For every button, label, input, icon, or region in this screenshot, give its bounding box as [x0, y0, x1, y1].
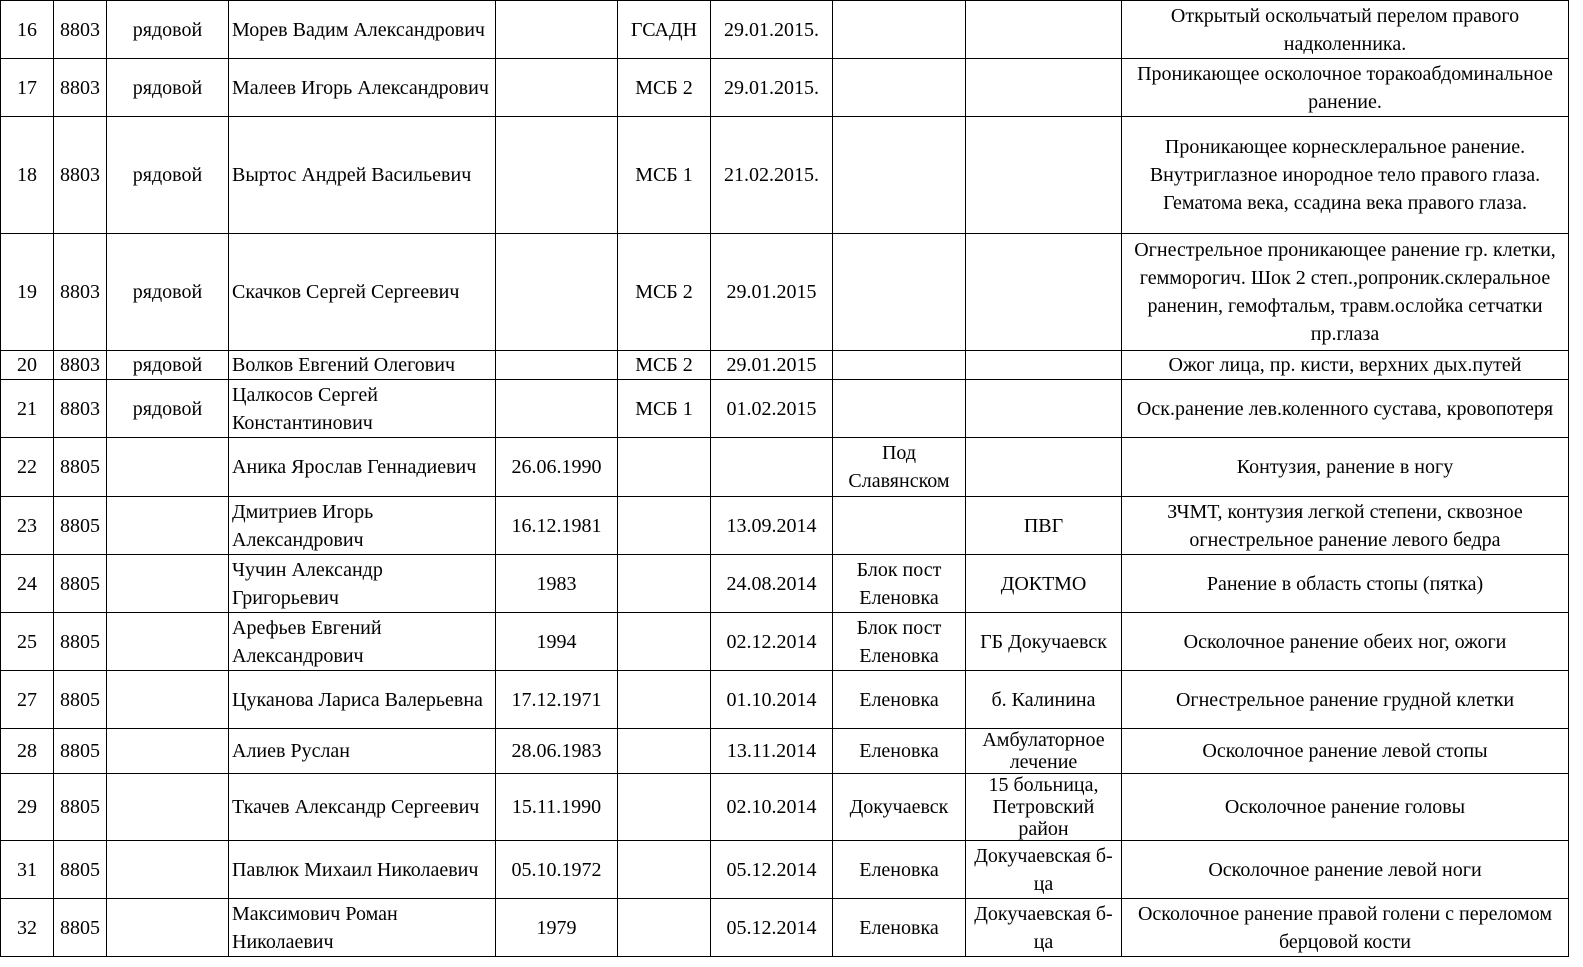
table-row: [1, 613, 1569, 671]
hospital-cell: [618, 729, 711, 774]
treatment-cell: 15 больница, Петровский район: [966, 774, 1122, 841]
hospital-cell: МСБ 1: [618, 380, 711, 438]
birth-date-cell: 1979: [496, 899, 618, 957]
place-cell: [833, 234, 966, 351]
hospital-cell: МСБ 2: [618, 59, 711, 117]
name-cell: Морев Вадим Александрович: [229, 1, 496, 59]
name-cell: Максимович Роман Николаевич: [229, 899, 496, 957]
place-cell: [833, 59, 966, 117]
hospital-cell: [618, 671, 711, 729]
name-cell: Арефьев Евгений Александрович: [229, 613, 496, 671]
hospital-cell: [618, 438, 711, 497]
unit-cell: 8805: [54, 438, 107, 497]
diagnosis-cell: Проникающее корнесклеральное ранение. Внутриглазное инородное тело правого глаза. Гематома века, ссадина века правого глаза.: [1122, 117, 1569, 234]
birth-date-cell: 28.06.1983: [496, 729, 618, 774]
rank-cell: рядовой: [107, 351, 229, 380]
treatment-cell: ДОКТМО: [966, 555, 1122, 613]
hospital-cell: [618, 555, 711, 613]
date-cell: 13.09.2014: [711, 497, 833, 555]
treatment-cell: ПВГ: [966, 497, 1122, 555]
unit-cell: 8803: [54, 59, 107, 117]
diagnosis-cell: Контузия, ранение в ногу: [1122, 438, 1569, 497]
unit-cell: 8803: [54, 380, 107, 438]
unit-cell: 8803: [54, 117, 107, 234]
diagnosis-cell: Осколочное ранение левой стопы: [1122, 729, 1569, 774]
table-row: [1, 671, 1569, 729]
place-cell: [833, 1, 966, 59]
table-row: [1, 380, 1569, 438]
birth-date-cell: [496, 380, 618, 438]
table-row: [1, 555, 1569, 613]
unit-cell: 8805: [54, 555, 107, 613]
unit-cell: 8805: [54, 899, 107, 957]
diagnosis-cell: Осколочное ранение правой голени с переломом берцовой кости: [1122, 899, 1569, 957]
date-cell: 05.12.2014: [711, 899, 833, 957]
table-row: [1, 351, 1569, 380]
name-cell: Скачков Сергей Сергеевич: [229, 234, 496, 351]
table-row: [1, 729, 1569, 774]
hospital-cell: [618, 497, 711, 555]
row-number-cell: 17: [1, 59, 54, 117]
row-number-cell: 22: [1, 438, 54, 497]
diagnosis-cell: ЗЧМТ, контузия легкой степени, сквозное огнестрельное ранение левого бедра: [1122, 497, 1569, 555]
date-cell: 29.01.2015: [711, 234, 833, 351]
unit-cell: 8805: [54, 841, 107, 899]
rank-cell: рядовой: [107, 1, 229, 59]
place-cell: Блок пост Еленовка: [833, 555, 966, 613]
unit-cell: 8805: [54, 729, 107, 774]
row-number-cell: 31: [1, 841, 54, 899]
rank-cell: рядовой: [107, 380, 229, 438]
hospital-cell: [618, 841, 711, 899]
rank-cell: рядовой: [107, 234, 229, 351]
table-row: [1, 117, 1569, 234]
date-cell: 13.11.2014: [711, 729, 833, 774]
treatment-cell: [966, 438, 1122, 497]
table-row: [1, 841, 1569, 899]
treatment-cell: [966, 234, 1122, 351]
rank-cell: [107, 774, 229, 841]
diagnosis-cell: Огнестрельное ранение грудной клетки: [1122, 671, 1569, 729]
name-cell: Волков Евгений Олегович: [229, 351, 496, 380]
birth-date-cell: 26.06.1990: [496, 438, 618, 497]
date-cell: 29.01.2015.: [711, 59, 833, 117]
birth-date-cell: [496, 59, 618, 117]
diagnosis-cell: Осколочное ранение левой ноги: [1122, 841, 1569, 899]
unit-cell: 8805: [54, 671, 107, 729]
row-number-cell: 23: [1, 497, 54, 555]
treatment-cell: [966, 117, 1122, 234]
hospital-cell: МСБ 2: [618, 351, 711, 380]
hospital-cell: [618, 774, 711, 841]
birth-date-cell: [496, 351, 618, 380]
place-cell: Еленовка: [833, 899, 966, 957]
row-number-cell: 24: [1, 555, 54, 613]
diagnosis-cell: Оск.ранение лев.коленного сустава, кровопотеря: [1122, 380, 1569, 438]
birth-date-cell: 17.12.1971: [496, 671, 618, 729]
date-cell: 29.01.2015.: [711, 1, 833, 59]
treatment-cell: Докучаевская б-ца: [966, 841, 1122, 899]
diagnosis-cell: Открытый оскольчатый перелом правого надколенника.: [1122, 1, 1569, 59]
date-cell: 02.10.2014: [711, 774, 833, 841]
name-cell: Выртос Андрей Васильевич: [229, 117, 496, 234]
hospital-cell: МСБ 2: [618, 234, 711, 351]
date-cell: [711, 438, 833, 497]
rank-cell: рядовой: [107, 117, 229, 234]
name-cell: Чучин Александр Григорьевич: [229, 555, 496, 613]
date-cell: 24.08.2014: [711, 555, 833, 613]
unit-cell: 8805: [54, 774, 107, 841]
table-row: [1, 497, 1569, 555]
diagnosis-cell: Осколочное ранение обеих ног, ожоги: [1122, 613, 1569, 671]
treatment-cell: [966, 1, 1122, 59]
place-cell: Еленовка: [833, 729, 966, 774]
name-cell: Цалкосов Сергей Константинович: [229, 380, 496, 438]
row-number-cell: 32: [1, 899, 54, 957]
rank-cell: [107, 555, 229, 613]
birth-date-cell: [496, 234, 618, 351]
row-number-cell: 25: [1, 613, 54, 671]
treatment-cell: Амбулаторное лечение: [966, 729, 1122, 774]
table-row: [1, 438, 1569, 497]
date-cell: 02.12.2014: [711, 613, 833, 671]
name-cell: Цуканова Лариса Валерьевна: [229, 671, 496, 729]
diagnosis-cell: Проникающее осколочное торакоабдоминальное ранение.: [1122, 59, 1569, 117]
table-row: [1, 899, 1569, 957]
rank-cell: [107, 841, 229, 899]
table-row: [1, 774, 1569, 841]
table-row: [1, 59, 1569, 117]
date-cell: 05.12.2014: [711, 841, 833, 899]
date-cell: 01.02.2015: [711, 380, 833, 438]
diagnosis-cell: Осколочное ранение головы: [1122, 774, 1569, 841]
date-cell: 21.02.2015.: [711, 117, 833, 234]
hospital-cell: МСБ 1: [618, 117, 711, 234]
birth-date-cell: [496, 117, 618, 234]
treatment-cell: [966, 380, 1122, 438]
row-number-cell: 20: [1, 351, 54, 380]
row-number-cell: 29: [1, 774, 54, 841]
place-cell: Еленовка: [833, 841, 966, 899]
diagnosis-cell: Огнестрельное проникающее ранение гр. клетки, гемморогич. Шок 2 степ.,ропроник.склеральное раненин, гемофтальм, травм.ослойка сетчатки пр.глаза: [1122, 234, 1569, 351]
rank-cell: рядовой: [107, 59, 229, 117]
place-cell: Еленовка: [833, 671, 966, 729]
row-number-cell: 27: [1, 671, 54, 729]
treatment-cell: ГБ Докучаевск: [966, 613, 1122, 671]
unit-cell: 8803: [54, 234, 107, 351]
row-number-cell: 16: [1, 1, 54, 59]
row-number-cell: 28: [1, 729, 54, 774]
birth-date-cell: 15.11.1990: [496, 774, 618, 841]
rank-cell: [107, 438, 229, 497]
name-cell: Дмитриев Игорь Александрович: [229, 497, 496, 555]
place-cell: Блок пост Еленовка: [833, 613, 966, 671]
row-number-cell: 19: [1, 234, 54, 351]
place-cell: Под Славянском: [833, 438, 966, 497]
place-cell: [833, 497, 966, 555]
table-row: [1, 1, 1569, 59]
rank-cell: [107, 671, 229, 729]
birth-date-cell: 1994: [496, 613, 618, 671]
name-cell: Ткачев Александр Сергеевич: [229, 774, 496, 841]
place-cell: [833, 117, 966, 234]
hospital-cell: [618, 613, 711, 671]
treatment-cell: Докучаевская б-ца: [966, 899, 1122, 957]
treatment-cell: [966, 351, 1122, 380]
name-cell: Павлюк Михаил Николаевич: [229, 841, 496, 899]
treatment-cell: б. Калинина: [966, 671, 1122, 729]
rank-cell: [107, 729, 229, 774]
unit-cell: 8803: [54, 1, 107, 59]
hospital-cell: ГСАДН: [618, 1, 711, 59]
birth-date-cell: 05.10.1972: [496, 841, 618, 899]
row-number-cell: 18: [1, 117, 54, 234]
row-number-cell: 21: [1, 380, 54, 438]
name-cell: Алиев Руслан: [229, 729, 496, 774]
diagnosis-cell: Ранение в область стопы (пятка): [1122, 555, 1569, 613]
table-row: [1, 234, 1569, 351]
rank-cell: [107, 899, 229, 957]
treatment-cell: [966, 59, 1122, 117]
birth-date-cell: 1983: [496, 555, 618, 613]
place-cell: [833, 380, 966, 438]
diagnosis-cell: Ожог лица, пр. кисти, верхних дых.путей: [1122, 351, 1569, 380]
unit-cell: 8803: [54, 351, 107, 380]
birth-date-cell: 16.12.1981: [496, 497, 618, 555]
rank-cell: [107, 613, 229, 671]
birth-date-cell: [496, 1, 618, 59]
unit-cell: 8805: [54, 497, 107, 555]
place-cell: [833, 351, 966, 380]
unit-cell: 8805: [54, 613, 107, 671]
date-cell: 29.01.2015: [711, 351, 833, 380]
name-cell: Аника Ярослав Геннадиевич: [229, 438, 496, 497]
hospital-cell: [618, 899, 711, 957]
name-cell: Малеев Игорь Александрович: [229, 59, 496, 117]
date-cell: 01.10.2014: [711, 671, 833, 729]
rank-cell: [107, 497, 229, 555]
place-cell: Докучаевск: [833, 774, 966, 841]
